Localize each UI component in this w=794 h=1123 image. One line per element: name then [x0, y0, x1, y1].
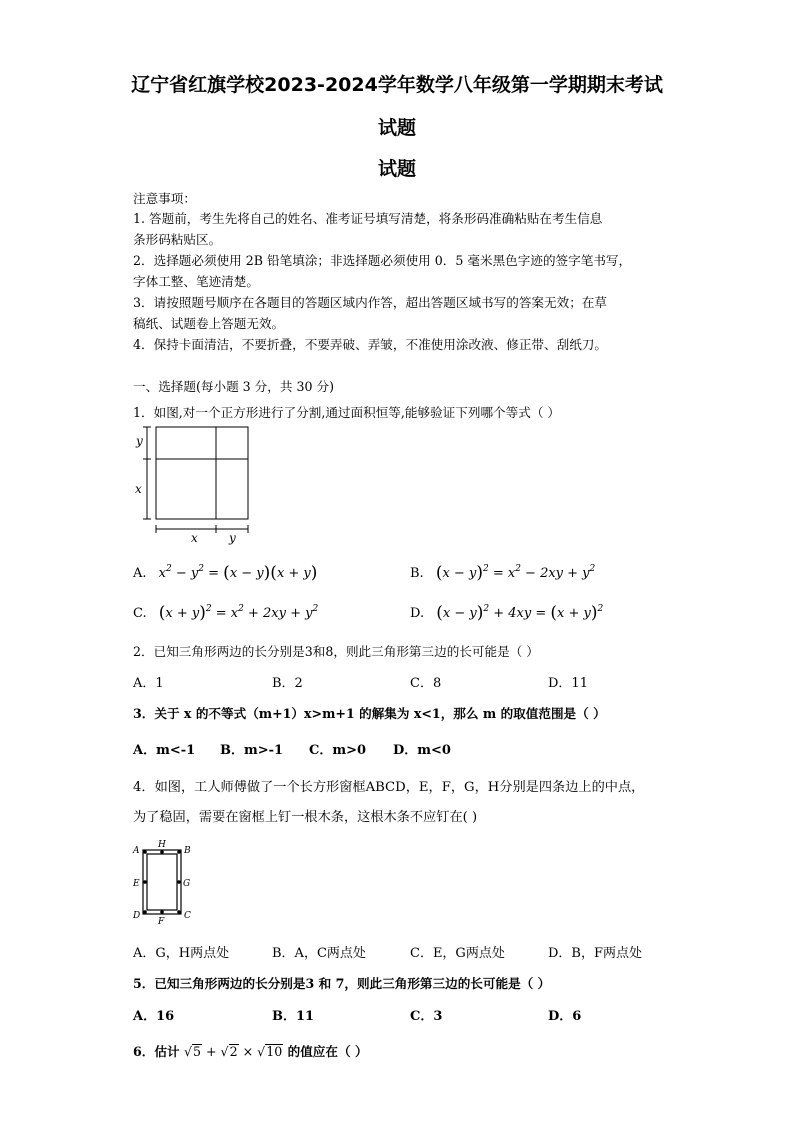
q4-option-d: D．B，F两点处: [548, 946, 642, 961]
q6-expression: √5 + √2 × √10: [183, 1044, 283, 1059]
q4-label-h: H: [158, 840, 166, 850]
q2-option-c: C．8: [410, 676, 442, 691]
exam-title-line2: 试题: [377, 117, 416, 139]
q2-option-d: D．11: [548, 676, 588, 691]
q4-option-b: B．A，C两点处: [272, 946, 366, 961]
note-3: 3．请按照题号顺序在各题目的答题区域内作答，超出答题区域书写的答案无效；在草: [133, 295, 607, 310]
q1-option-b: B. $(x - y)^2 = x^2 - 2xy + y^2$: [410, 563, 596, 583]
q1-label-x-bottom: x: [191, 531, 198, 545]
q1-label-y-bottom: y: [229, 531, 236, 545]
q4-label-c: C: [184, 911, 191, 921]
q1-option-d-letter: D.: [410, 606, 425, 621]
notes-heading: 注意事项：: [133, 191, 196, 206]
note-3-cont: 稿纸、试题卷上答题无效。: [133, 316, 285, 331]
q3-option-b: B．m>-1: [220, 743, 284, 758]
q4-label-g: G: [183, 879, 191, 889]
q4-option-c: C．E，G两点处: [410, 946, 505, 961]
q4-label-b: B: [184, 846, 191, 856]
q1-option-d: D. $(x - y)^2 + 4xy = (x + y)^2$: [410, 603, 604, 623]
q4-option-a: A．G，H两点处: [133, 946, 230, 961]
q4-label-d: D: [133, 911, 141, 921]
exam-title: 辽宁省红旗学校2023-2024学年数学八年级第一学期期末考试: [131, 74, 663, 96]
q3-option-c: C．m>0: [309, 743, 367, 758]
note-2-cont: 字体工整、笔迹清楚。: [133, 274, 259, 289]
q5-option-a: A．16: [133, 1009, 175, 1024]
q5-option-d: D．6: [548, 1009, 582, 1024]
q1-stem: 1．如图,对一个正方形进行了分割,通过面积恒等,能够验证下列哪个等式（ ）: [133, 405, 561, 420]
q1-option-a: A. $x^2 - y^2 = (x - y)(x + y)$: [133, 563, 318, 583]
q6-stem: [133, 1041, 368, 1060]
q4-label-f: F: [158, 917, 165, 926]
q5-option-b: B．11: [272, 1009, 315, 1024]
q2-option-a: A．1: [133, 676, 164, 691]
note-1-cont: 条形码粘贴区。: [133, 232, 222, 247]
q3-stem: 3．关于 x 的不等式（m+1）x>m+1 的解集为 x<1，那么 m 的取值范围是（ ）: [133, 706, 606, 721]
q1-option-c-letter: C.: [133, 606, 147, 621]
q6-stem-end: 的值应在（ ）: [287, 1044, 368, 1059]
exam-subtitle: 试题: [377, 158, 416, 180]
note-1: 1. 答题前，考生先将自己的姓名、准考证号填写清楚，将条形码准确粘贴在考生信息: [133, 211, 603, 226]
q1-label-y-left: y: [136, 434, 143, 448]
q1-option-a-letter: A.: [133, 566, 147, 581]
q4-stem-cont: 为了稳固，需要在窗框上钉一根木条，这根木条不应钉在( ): [133, 810, 478, 825]
q3-option-a: A．m<-1: [133, 743, 196, 758]
q4-window-figure: [130, 838, 196, 926]
q1-option-c: C. $(x + y)^2 = x^2 + 2xy + y^2$: [133, 603, 319, 623]
note-2: 2．选择题必须使用 2B 铅笔填涂；非选择题必须使用 0．5 毫米黑色字迹的签字笔书写，: [133, 253, 632, 268]
section-heading: 一、选择题(每小题 3 分，共 30 分): [133, 379, 335, 394]
q4-label-a: A: [133, 846, 140, 856]
q2-stem: 2．已知三角形两边的长分别是3和8，则此三角形第三边的长可能是（ ）: [133, 644, 539, 659]
q6-stem-start: 6．估计: [133, 1044, 180, 1059]
q1-option-b-letter: B.: [410, 566, 424, 581]
q3-option-d: D．m<0: [393, 743, 451, 758]
q4-label-e: E: [133, 879, 140, 889]
q4-stem: 4．如图，工人师傅做了一个长方形窗框ABCD，E，F，G，H分别是四条边上的中点，: [133, 780, 645, 795]
q2-option-b: B．2: [272, 676, 303, 691]
note-4: 4．保持卡面清洁，不要折叠，不要弄破、弄皱，不准使用涂改液、修正带、刮纸刀。: [133, 337, 607, 352]
q5-option-c: C．3: [410, 1009, 443, 1024]
q5-stem: 5．已知三角形两边的长分别是3 和 7，则此三角形第三边的长可能是（ ）: [133, 976, 551, 991]
q1-square-figure: [133, 423, 255, 545]
q1-label-x-left: x: [135, 482, 142, 496]
